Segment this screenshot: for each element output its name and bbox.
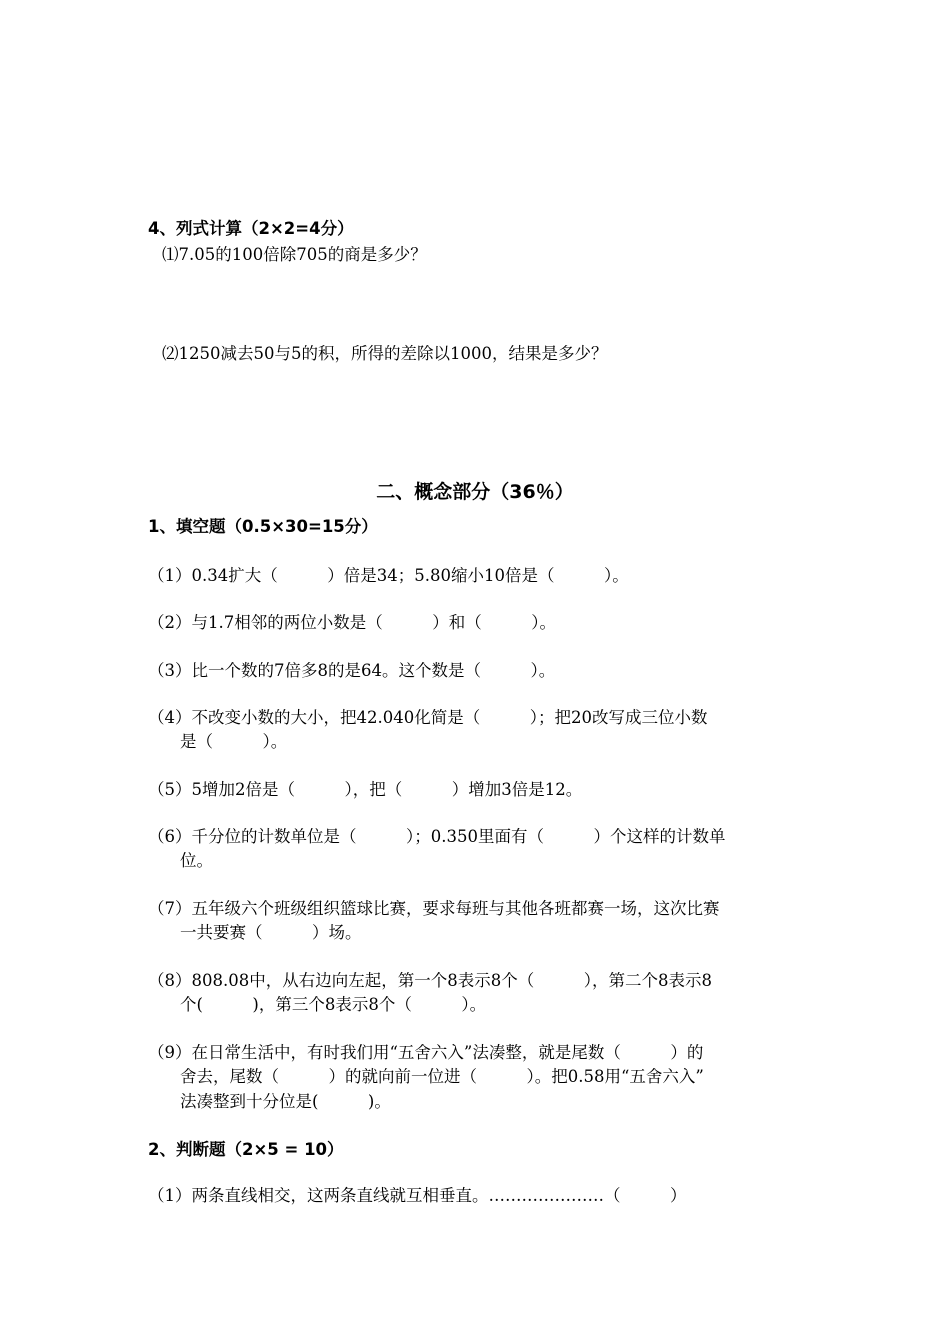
q4-heading: 4、列式计算（2×2=4分） xyxy=(148,219,354,238)
judge-item-1: （1）两条直线相交，这两条直线就互相垂直。…………………（ ） xyxy=(148,1186,687,1205)
fill-item-7-line-2: 一共要赛（ ）场。 xyxy=(180,923,362,942)
q4-item-2: ⑵1250减去50与5的积，所得的差除以1000，结果是多少？ xyxy=(162,344,608,363)
fill-item-8-line-1: （8）808.08中，从右边向左起，第一个8表示8个（ ），第二个8表示8 xyxy=(148,971,712,990)
fill-item-7-line-1: （7）五年级六个班级组织篮球比赛，要求每班与其他各班都赛一场，这次比赛 xyxy=(148,899,720,918)
fill-item-6-line-1: （6）千分位的计数单位是（ ）；0.350里面有（ ）个这样的计数单 xyxy=(148,827,726,846)
fill-item-9-line-2: 舍去，尾数（ ）的就向前一位进（ ）。把0.58用“五舍六入” xyxy=(180,1067,704,1086)
section-title-part2: 二、概念部分（36％） xyxy=(376,481,574,503)
q4-item-1: ⑴7.05的100倍除705的商是多少？ xyxy=(162,245,427,264)
fill-item-4-line-1: （4）不改变小数的大小，把42.040化简是（ ）；把20改写成三位小数 xyxy=(148,708,708,727)
fill-item-1-line-1: （1）0.34扩大（ ）倍是34；5.80缩小10倍是（ ）。 xyxy=(148,566,629,585)
fill-item-8-line-2: 个( )，第三个8表示8个（ ）。 xyxy=(180,995,487,1014)
fill-blank-heading: 1、填空题（0.5×30=15分） xyxy=(148,517,378,536)
fill-item-3-line-1: （3）比一个数的7倍多8的是64。这个数是（ ）。 xyxy=(148,661,556,680)
judge-heading: 2、判断题（2×5 = 10） xyxy=(148,1140,344,1159)
fill-item-2-line-1: （2）与1.7相邻的两位小数是（ ）和（ ）。 xyxy=(148,613,556,632)
fill-item-9-line-1: （9）在日常生活中，有时我们用“五舍六入”法凑整，就是尾数（ ）的 xyxy=(148,1043,704,1062)
fill-item-5-line-1: （5）5增加2倍是（ ），把（ ）增加3倍是12。 xyxy=(148,780,583,799)
fill-item-4-line-2: 是（ ）。 xyxy=(180,732,288,751)
fill-item-6-line-2: 位。 xyxy=(180,851,213,870)
fill-item-9-line-3: 法凑整到十分位是( )。 xyxy=(180,1092,391,1111)
